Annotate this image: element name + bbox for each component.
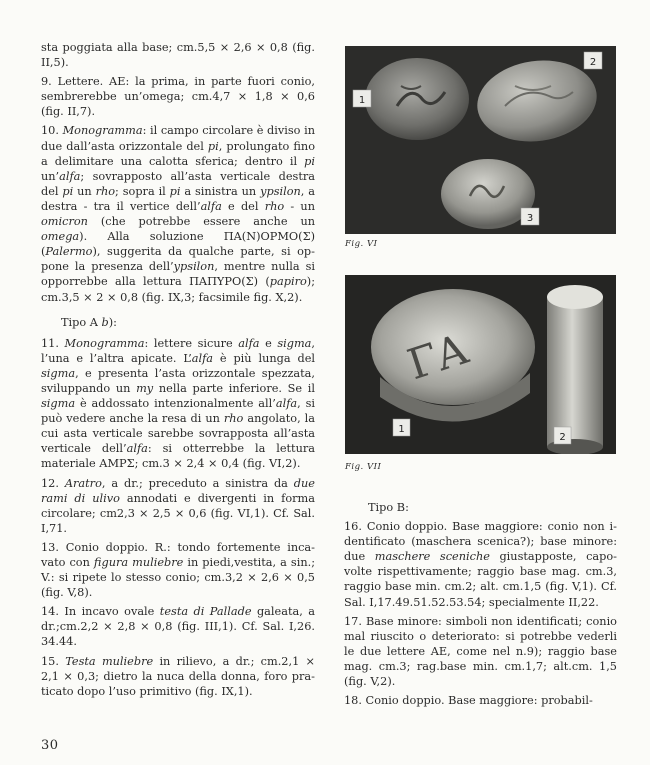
text-run: , a destra - tra il vertice dell’ bbox=[41, 184, 315, 213]
text-run: 12. bbox=[41, 476, 65, 490]
figure-vii-photo bbox=[345, 275, 616, 454]
text-run: 17. Base minore: simboli non identificati; conio mal riuscito o deteriorato: si potrebbe vederli le due lettere AE, come nel n.9); raggio base mag. cm.3; rag.base min. cm.1,7; alt.cm. 1,5 (fig. V,2). bbox=[344, 614, 617, 689]
italic-term: alfa bbox=[59, 169, 81, 183]
italic-term: pi bbox=[62, 184, 74, 198]
catalog-entry bbox=[344, 519, 617, 610]
italic-term: omega bbox=[41, 230, 80, 244]
text-run: 15. bbox=[41, 654, 66, 668]
italic-term: alfa bbox=[191, 351, 214, 365]
text-run: Tipo A bbox=[61, 315, 102, 329]
italic-term: alfa bbox=[200, 199, 222, 213]
italic-term: alfa bbox=[238, 336, 260, 350]
catalog-entry bbox=[344, 693, 617, 708]
italic-term: sigma bbox=[277, 336, 312, 350]
text-run: è più lunga del bbox=[213, 351, 315, 365]
text-run: , mentre nulla si opporrebbe alla lettura ΠΑΠΥΡΟ(Σ) ( bbox=[41, 260, 315, 289]
italic-term: rho bbox=[264, 199, 285, 213]
figure-vi-label-3: 3 bbox=[526, 213, 534, 224]
catalog-entry bbox=[41, 604, 315, 649]
text-run: un’ bbox=[41, 169, 60, 183]
italic-term: maschere sceniche bbox=[374, 550, 490, 564]
text-run: annodati e divergenti in forma circolare; cm2,3 × 2,5 × 0,6 (fig. VI,1). Cf. Sal. I,71. bbox=[41, 491, 315, 535]
italic-term: Palermo bbox=[45, 245, 93, 259]
italic-term: b bbox=[101, 315, 109, 329]
figure-vi-label-2: 2 bbox=[589, 57, 597, 68]
figure-vii-caption: Fig. VII bbox=[345, 462, 382, 472]
catalog-entry bbox=[41, 74, 315, 119]
italic-term: Monogramma bbox=[64, 336, 145, 350]
italic-term: Testa muliebre bbox=[65, 654, 154, 668]
catalog-entry bbox=[41, 476, 315, 536]
text-run: 11. bbox=[41, 336, 65, 350]
text-run: ). Alla soluzione ΠΑ(Ν)ΟΡΜΟ(Σ) ( bbox=[41, 230, 315, 259]
italic-term: alfa bbox=[126, 442, 148, 456]
italic-term: ypsilon bbox=[260, 184, 301, 198]
text-run: ; sovrapposto all’asta verticale destra del bbox=[41, 169, 315, 198]
text-run: ), suggerita da qualche parte, si oppone la presenza dell’ bbox=[41, 245, 315, 274]
text-run: 13. Conio doppio. R.: tondo fortemente incavato con bbox=[41, 540, 315, 569]
figure-vi-label-1: 1 bbox=[358, 95, 366, 106]
italic-term: pi bbox=[207, 139, 219, 153]
italic-term: my bbox=[136, 381, 154, 395]
italic-term: Aratro bbox=[64, 476, 102, 490]
catalog-entry bbox=[344, 614, 617, 689]
italic-term: alfa bbox=[275, 397, 298, 411]
italic-term: omicron bbox=[41, 215, 88, 229]
figure-vi-image bbox=[345, 46, 616, 234]
text-run: e bbox=[259, 336, 278, 350]
text-run: , e presenta l’asta orizzontale spezzata, sviluppando un bbox=[41, 366, 315, 395]
text-run: galeata, a dr.;cm.2,2 × 2,8 × 0,8 (fig. III,1). Cf. Sal. I,26. 34.44. bbox=[41, 605, 315, 649]
figure-vi-photo bbox=[345, 46, 616, 234]
text-run: ); cm.3,5 × 2 × 0,8 (fig. IX,3; facsimile fig. X,2). bbox=[41, 275, 315, 304]
text-run: a sinistra un bbox=[180, 184, 261, 198]
page-number: 30 bbox=[41, 738, 59, 753]
text-run: angolato, la cui asta verticale sarebbe sovrapposta all’asta verticale dell’ bbox=[41, 412, 315, 456]
text-run: in piedi,vestita, a sin.; V.: si ripete lo stesso conio; cm.3,2 × 2,6 × 0,5 (fig. V,8). bbox=[41, 556, 315, 600]
catalog-entry bbox=[41, 654, 315, 699]
figure-vii-label-2: 2 bbox=[559, 432, 566, 443]
text-run: 14. In incavo ovale bbox=[41, 605, 160, 619]
left-text-column bbox=[41, 40, 315, 703]
italic-term: testa di Pallade bbox=[159, 605, 252, 619]
sealing-1 bbox=[365, 58, 469, 140]
text-run: nella parte inferiore. Se il bbox=[153, 381, 315, 395]
text-run: : lettere sicure bbox=[144, 336, 239, 350]
italic-term: sigma bbox=[41, 366, 76, 380]
figure-vi-caption: Fig. VI bbox=[345, 239, 378, 249]
figure-vii-inscription: ΓΑ bbox=[401, 324, 474, 390]
text-run: 10. bbox=[41, 124, 63, 138]
section-heading bbox=[344, 500, 617, 515]
italic-term: sigma bbox=[41, 397, 76, 411]
text-run: Tipo B: bbox=[368, 501, 409, 514]
italic-term: rho bbox=[223, 412, 244, 426]
italic-term: ypsilon bbox=[173, 260, 215, 274]
text-run: 9. Lettere. AE: la prima, in parte fuori conio, sembrerebbe un’omega; cm.4,7 × 1,8 × 0,6 (fig. II,7). bbox=[41, 75, 315, 119]
text-run: un bbox=[73, 184, 96, 198]
sealing-2 bbox=[547, 297, 603, 447]
text-run: , a dr.; preceduto a sinistra da bbox=[101, 476, 294, 490]
catalog-entry bbox=[41, 40, 315, 70]
italic-term: Monogramma bbox=[62, 124, 143, 138]
catalog-entry bbox=[41, 540, 315, 600]
text-run: - un bbox=[284, 199, 315, 213]
text-run: giustapposte, capovolte rispettivamente; raggio base mag. cm.3, raggio base min. cm.2; alt. cm.1,5 (fig. V,1). Cf. Sal. I,17.49.51.52.53.54; specialmente II,22. bbox=[344, 550, 617, 609]
text-run: ): bbox=[108, 315, 117, 329]
text-run: 16. Conio doppio. Base maggiore: conio non identificato (maschera scenica?); base minore: due bbox=[344, 520, 617, 564]
figure-vii-label-1: 1 bbox=[398, 424, 405, 435]
text-run: in rilievo, a dr.; cm.2,1 × 2,1 × 0,3; dietro la nuca della donna, foro praticato dopo l’uso primitivo (fig. IX,1). bbox=[41, 654, 316, 698]
text-run: , prolungato fino a delimitare una calotta sferica; dentro il bbox=[41, 139, 316, 168]
italic-term: pi bbox=[169, 184, 181, 198]
italic-term: pi bbox=[304, 154, 315, 168]
text-run: ; sopra il bbox=[115, 184, 170, 198]
text-run: , si può vedere anche la resa di un bbox=[41, 397, 315, 426]
text-run: : si otterrebbe la lettura materiale ΑΜΡΣ; cm.3 × 2,4 × 0,4 (fig. VI,2). bbox=[41, 442, 315, 471]
section-heading bbox=[41, 315, 315, 330]
text-run: (che potrebbe essere anche un bbox=[87, 215, 315, 229]
text-run: sta poggiata alla base; cm.5,5 × 2,6 × 0,8 (fig. II,5). bbox=[41, 41, 315, 70]
text-run: è addossato intenzionalmente all’ bbox=[75, 397, 276, 411]
text-run: : il campo circolare è diviso in due dall’asta orizzontale del bbox=[41, 124, 315, 153]
text-run: e del bbox=[221, 199, 265, 213]
text-run: , l’una e l’altra apicate. L’ bbox=[41, 336, 316, 365]
italic-term: rho bbox=[95, 184, 116, 198]
catalog-entry bbox=[41, 336, 315, 472]
italic-term: due rami di ulivo bbox=[41, 476, 315, 505]
catalog-entry bbox=[41, 123, 315, 304]
figure-vii-image bbox=[345, 275, 616, 454]
text-run: 18. Conio doppio. Base maggiore: probabil- bbox=[344, 694, 593, 708]
italic-term: papiro bbox=[269, 275, 307, 289]
italic-term: figura muliebre bbox=[93, 556, 184, 569]
right-text-column bbox=[344, 500, 617, 712]
